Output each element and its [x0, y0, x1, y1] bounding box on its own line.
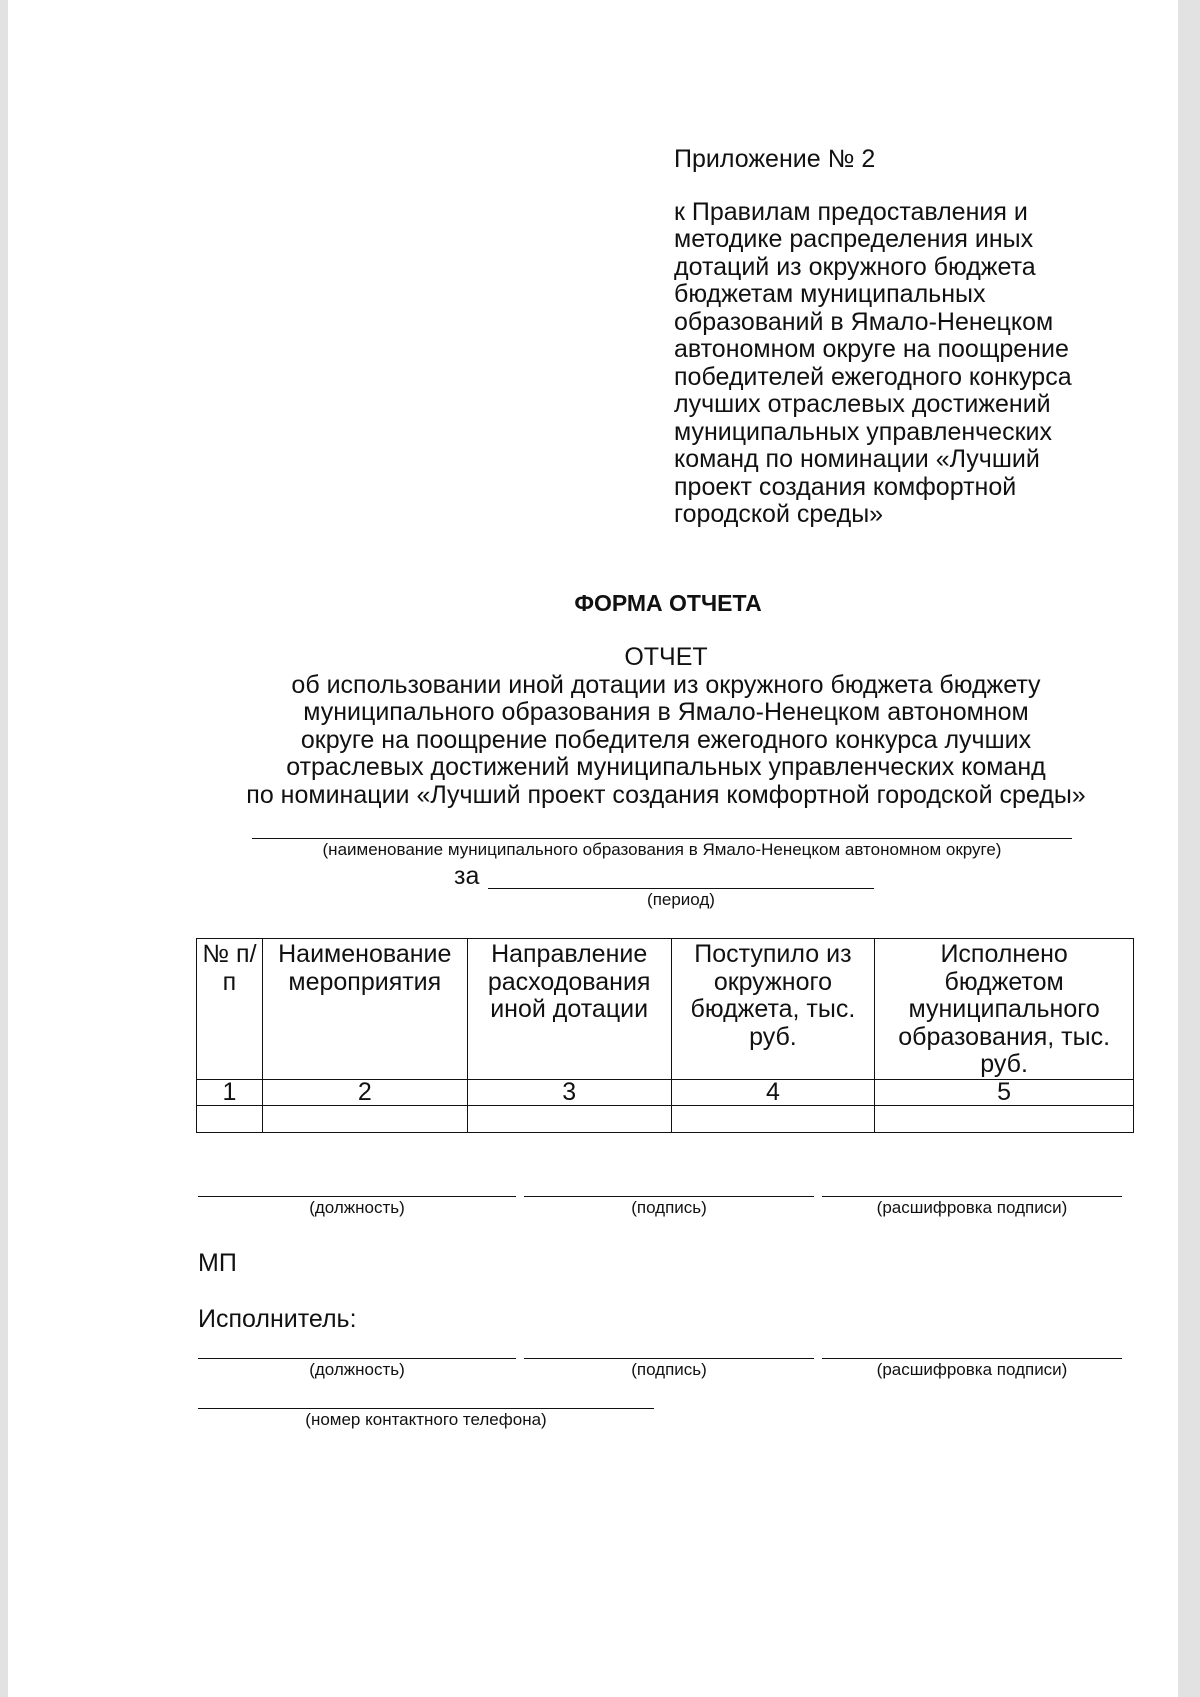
- signature-caption: (подпись): [631, 1198, 707, 1217]
- period-caption: (период): [647, 890, 715, 909]
- report-title-line: об использовании иной дотации из окружного бюджета бюджету: [291, 670, 1041, 699]
- executor-position-caption: (должность): [309, 1360, 405, 1379]
- appendix-line: образований в Ямало-Ненецком: [674, 307, 1054, 336]
- column-number-cell: 1: [197, 1079, 263, 1105]
- municipality-line: [252, 838, 1072, 839]
- column-number-cell: 5: [875, 1079, 1134, 1105]
- executor-sign-line: [524, 1358, 814, 1359]
- header-cell-received: Поступило из окружного бюджета, тыс. руб.: [671, 939, 875, 1080]
- appendix-line: методике распределения иных: [674, 225, 1034, 253]
- table-header-row: [197, 939, 1134, 1080]
- executor-decoding-caption: (расшифровка подписи): [876, 1360, 1068, 1379]
- report-title-block: [194, 644, 1138, 809]
- appendix-line: лучших отраслевых достижений: [674, 390, 1051, 418]
- appendix-line: победителей ежегодного конкурса: [674, 362, 1072, 391]
- stamp-label: МП: [198, 1249, 237, 1277]
- appendix-line: муниципальных управленческих: [674, 417, 1052, 446]
- table-cell: [671, 1105, 875, 1132]
- table-cell: [197, 1105, 263, 1132]
- executor-label: Исполнитель:: [198, 1305, 357, 1333]
- column-number-cell: 4: [671, 1079, 875, 1105]
- period-label: за: [454, 862, 480, 890]
- position-caption: (должность): [309, 1198, 405, 1217]
- appendix-line: проект создания комфортной: [674, 472, 1017, 501]
- appendix-line: городской среды»: [674, 500, 884, 528]
- header-cell-direction: Направление расходования иной дотации: [467, 939, 671, 1080]
- page-left-margin: [0, 0, 8, 1697]
- appendix-block: [674, 146, 1114, 529]
- table-cell: [467, 1105, 671, 1132]
- appendix-line: бюджетам муниципальных: [674, 280, 986, 308]
- table-number-row: [197, 1079, 1134, 1105]
- executor-decoding-line: [822, 1358, 1122, 1359]
- column-number-cell: 2: [262, 1079, 467, 1105]
- header-cell-number: № п/п: [197, 939, 263, 1080]
- phone-caption: (номер контактного телефона): [305, 1410, 547, 1429]
- report-title-line: отраслевых достижений муниципальных управленческих команд: [286, 753, 1046, 781]
- document-page: [8, 0, 1178, 1697]
- column-number-cell: 3: [467, 1079, 671, 1105]
- signature-decoding-line: [822, 1196, 1122, 1197]
- report-table: [196, 938, 1134, 1133]
- appendix-line: дотаций из окружного бюджета: [674, 252, 1036, 281]
- municipality-caption: (наименование муниципального образования в Ямало-Ненецком автономном округе): [322, 840, 1002, 859]
- report-title-line: муниципального образования в Ямало-Ненецком автономном: [303, 698, 1029, 726]
- header-cell-event: Наименование мероприятия: [262, 939, 467, 1080]
- executor-signature-caption: (подпись): [631, 1360, 707, 1379]
- table-cell: [262, 1105, 467, 1132]
- report-heading: ОТЧЕТ: [624, 643, 708, 671]
- executor-position-line: [198, 1358, 516, 1359]
- page-right-margin: [1178, 0, 1200, 1697]
- period-line: [488, 888, 874, 889]
- table-cell: [875, 1105, 1134, 1132]
- appendix-number: Приложение № 2: [674, 145, 876, 173]
- table-row: [197, 1105, 1134, 1132]
- appendix-line: команд по номинации «Лучший: [674, 445, 1040, 473]
- signature-position-line: [198, 1196, 516, 1197]
- report-title-line: по номинации «Лучший проект создания комфортной городской среды»: [246, 780, 1086, 809]
- signature-sign-line: [524, 1196, 814, 1197]
- report-title-line: округе на поощрение победителя ежегодного конкурса лучших: [300, 725, 1032, 754]
- form-title: ФОРМА ОТЧЕТА: [574, 590, 762, 616]
- decoding-caption: (расшифровка подписи): [876, 1198, 1068, 1217]
- appendix-line: к Правилам предоставления и: [674, 197, 1028, 226]
- appendix-line: автономном округе на поощрение: [674, 335, 1069, 363]
- header-cell-executed: Исполнено бюджетом муниципального образования, тыс. руб.: [875, 939, 1134, 1080]
- phone-line: [198, 1408, 654, 1409]
